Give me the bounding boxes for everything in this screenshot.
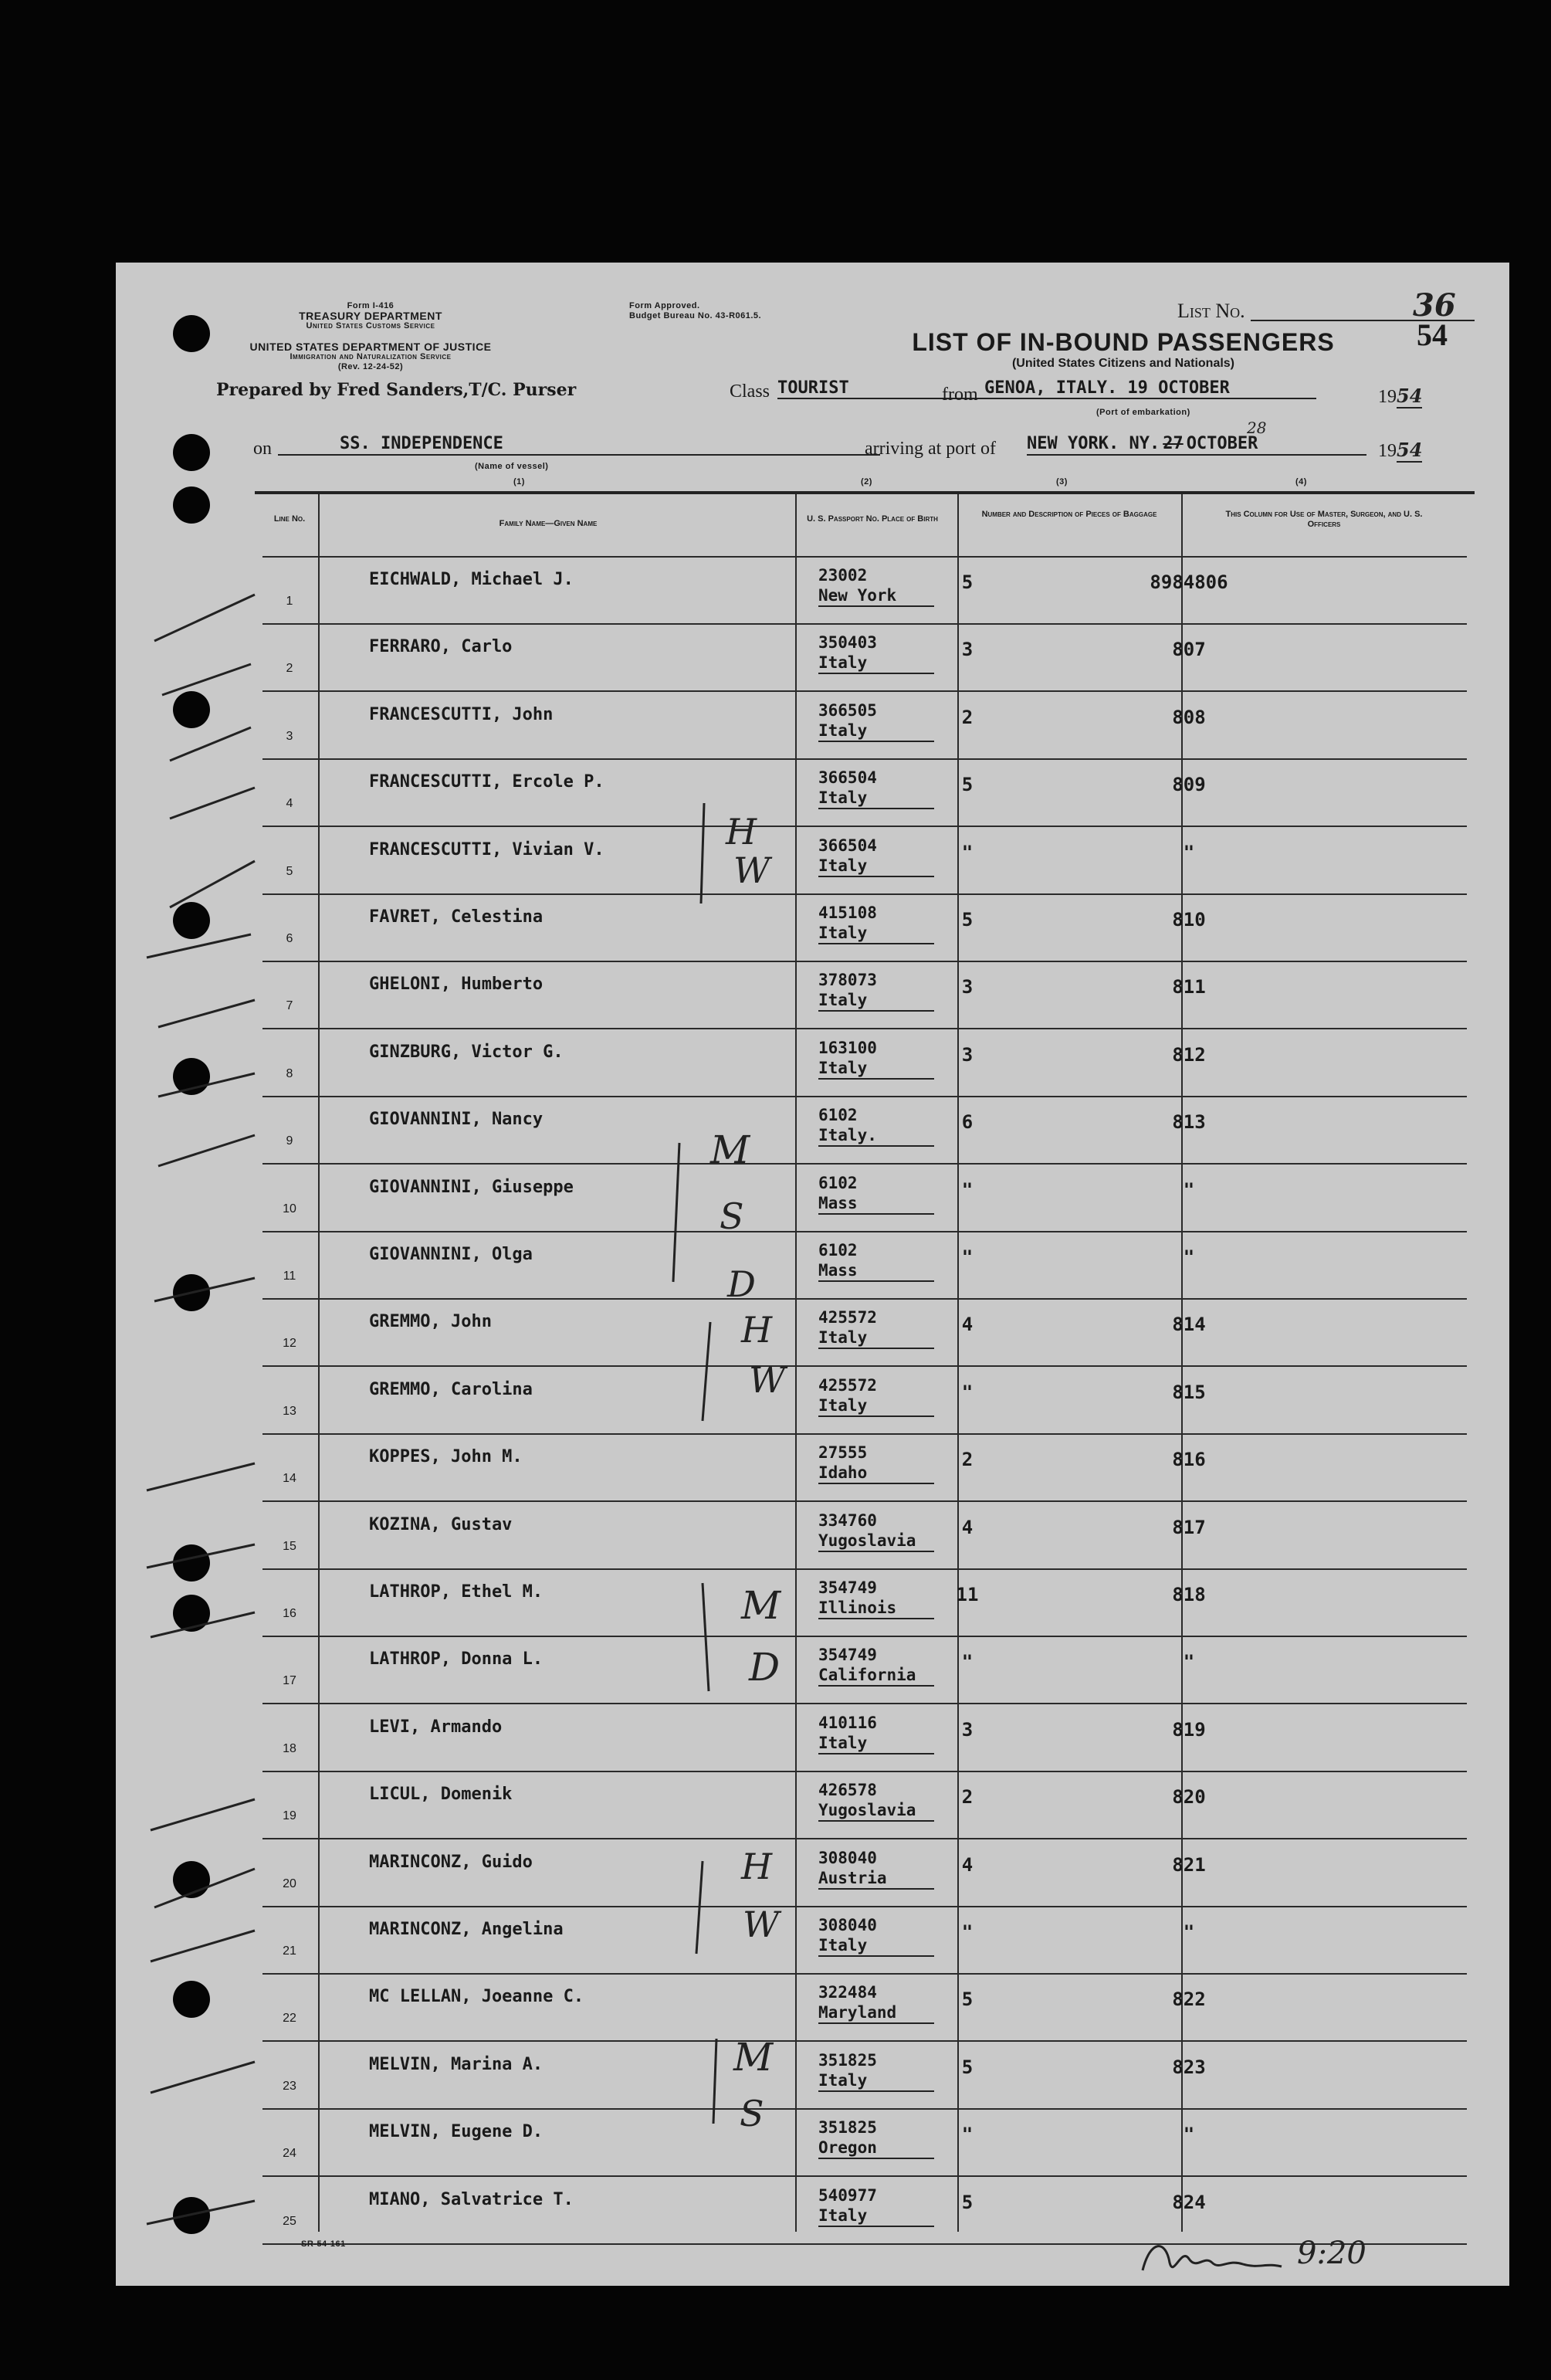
relation-mark-w: W [743,1904,780,1945]
place-of-birth: Italy [818,923,934,944]
line-number: 6 [286,932,293,945]
check-mark [170,788,255,819]
passport-number: 6102 [818,1241,858,1260]
passport-number: 354749 [818,1578,877,1597]
year2-prefix: 19 [1378,441,1397,461]
passport-number: 163100 [818,1038,877,1057]
baggage-count: " [961,1381,974,1403]
passport-number: 322484 [818,1983,877,2002]
justice-dept: UNITED STATES DEPARTMENT OF JUSTICE [249,341,492,353]
officer-number: 808 [1172,706,1206,728]
passport-number: 354749 [818,1646,877,1665]
passport-number: 334760 [818,1510,877,1530]
bracket-lathrop [703,1583,709,1691]
relation-mark-m: M [733,2035,774,2080]
passenger-name: GIOVANNINI, Olga [369,1245,533,1264]
prepared-by: Prepared by Fred Sanders,T/C. Purser [216,380,577,400]
col-num-3: (3) [1056,477,1068,487]
officer-number: 810 [1172,909,1206,931]
place-of-birth: Italy [818,1395,934,1417]
line-number: 7 [286,999,293,1013]
line-number: 21 [283,1944,296,1958]
port-caption: (Port of embarkation) [1096,408,1190,417]
officer-number: 814 [1172,1314,1206,1336]
embarkation-port: GENOA, ITALY. 19 OCTOBER [984,378,1316,399]
check-mark [158,1073,255,1097]
passport-number: 415108 [818,904,877,922]
col-officers: This Column for Use of Master, Surgeon, and U. S. Officers [1225,510,1423,529]
check-mark [151,1799,255,1830]
relation-mark-w: W [749,1359,786,1401]
passport-number: 27555 [818,1443,868,1463]
relation-mark-d: D [727,1263,756,1305]
baggage-count: " [961,1178,974,1201]
place-of-birth: Italy [818,653,934,674]
passenger-name: FERRARO, Carlo [369,637,513,657]
check-mark [154,595,255,641]
list-no-stamp: 54 [1417,317,1448,352]
arrival-day-struck: 27 [1163,434,1184,453]
officer-number: " [1183,1178,1195,1201]
passport-number: 366504 [818,768,877,788]
passenger-name: FRANCESCUTTI, John [369,704,554,724]
check-mark [170,861,255,907]
customs-service: United States Customs Service [306,321,435,331]
line-number: 9 [286,1134,293,1148]
passenger-name: LEVI, Armando [369,1717,503,1737]
arrival-day-handwritten: 28 [1247,419,1267,437]
passport-number: 425572 [818,1308,877,1327]
officer-number: 817 [1172,1516,1206,1538]
place-of-birth: Mass [818,1260,934,1282]
baggage-count: 3 [961,639,974,661]
passenger-name: GHELONI, Humberto [369,975,544,995]
officer-number: 819 [1172,1718,1206,1741]
place-of-birth: Italy [818,990,934,1012]
passenger-name: MARINCONZ, Guido [369,1852,533,1872]
baggage-count: 2 [961,706,974,728]
officer-number: " [1183,1651,1195,1673]
baggage-count: 5 [961,2056,974,2078]
baggage-count: 5 [961,1988,974,2011]
passenger-name: FAVRET, Celestina [369,907,544,927]
relation-mark-h: H [726,811,757,853]
passport-number: 351825 [818,2050,877,2070]
check-mark [158,1000,255,1027]
place-of-birth: Italy. [818,1125,934,1147]
place-of-birth: New York [818,585,934,607]
passport-number: 425572 [818,1375,877,1395]
line-number: 23 [283,2079,296,2093]
passport-number: 6102 [818,1173,858,1192]
line-number: 12 [283,1337,296,1351]
year1-prefix: 19 [1378,387,1397,407]
passenger-name: GREMMO, Carolina [369,1379,533,1399]
passenger-name: EICHWALD, Michael J. [369,570,574,589]
line-number: 5 [286,864,293,878]
officer-number: 822 [1172,1988,1206,2011]
line-number: 20 [283,1877,296,1890]
line-number: 15 [283,1539,296,1553]
baggage-count: 3 [961,976,974,998]
check-mark [154,1869,255,1907]
place-of-birth: Italy [818,856,934,877]
page-subtitle: (United States Citizens and Nationals) [1011,357,1235,370]
line-number: 1 [286,595,293,608]
relation-mark-m: M [710,1127,750,1172]
baggage-count: 2 [961,1449,974,1471]
col-name: Family Name—Given Name [499,519,598,528]
relation-mark-s: S [720,1195,744,1237]
col-num-1: (1) [513,477,525,487]
line-number: 25 [283,2214,296,2228]
line-number: 10 [283,1202,296,1215]
line-number: 13 [283,1404,296,1418]
place-of-birth: Italy [818,1935,934,1957]
relation-mark-m: M [741,1583,781,1628]
ins-service: Immigration and Naturalization Service [290,352,452,361]
relation-mark-h: H [741,1846,773,1887]
passenger-name: LICUL, Domenik [369,1785,513,1805]
officer-number: " [1183,1921,1195,1943]
line-number: 16 [283,1607,296,1620]
baggage-count: " [961,2124,974,2146]
passenger-name: MC LELLAN, Joeanne C. [369,1987,584,2007]
passport-number: 366504 [818,836,877,855]
year1-suffix: 54 [1397,385,1423,407]
handwritten-marks [116,263,1509,2286]
baggage-count: " [961,1651,974,1673]
vessel-caption: (Name of vessel) [475,462,549,471]
relation-mark-h: H [741,1309,773,1351]
place-of-birth: Oregon [818,2138,934,2159]
year2-suffix: 54 [1397,439,1423,461]
passenger-name: GIOVANNINI, Giuseppe [369,1177,574,1197]
baggage-count: 2 [961,1786,974,1809]
line-number: 22 [283,2012,296,2026]
check-mark [151,1612,255,1637]
check-mark [151,2062,255,2093]
place-of-birth: Italy [818,2070,934,2092]
officer-number: 818 [1172,1584,1206,1605]
line-number: 14 [283,1472,296,1486]
passenger-name: GIOVANNINI, Nancy [369,1110,544,1130]
baggage-count: 3 [961,1718,974,1741]
passenger-name: FRANCESCUTTI, Vivian V. [369,839,604,859]
baggage-count: 4 [961,1516,974,1538]
check-mark [158,1135,255,1166]
col-num-4: (4) [1295,477,1307,487]
passport-number: 6102 [818,1106,858,1125]
check-mark [170,727,251,761]
vessel-name: SS. INDEPENDENCE [340,434,503,453]
line-number: 2 [286,662,293,676]
line-number: 24 [283,2147,296,2161]
place-of-birth: Idaho [818,1463,934,1484]
list-no-handwritten: 36 [1413,287,1456,324]
officer-number: " [1183,2124,1195,2146]
passport-number: 351825 [818,2118,877,2138]
treasury-dept: TREASURY DEPARTMENT [299,310,442,322]
place-of-birth: Mass [818,1193,934,1215]
place-of-birth: Yugoslavia [818,1531,934,1552]
line-number: 17 [283,1674,296,1688]
passport-number: 426578 [818,1781,877,1800]
passport-number: 350403 [818,633,877,653]
passport-number: 308040 [818,1848,877,1867]
baggage-count: " [961,1246,974,1268]
officer-number: 807 [1172,639,1206,661]
place-of-birth: California [818,1665,934,1687]
line-number: 3 [286,729,293,743]
check-mark [162,664,251,695]
officer-number: 811 [1172,976,1206,998]
check-mark [147,1463,255,1490]
baggage-count: 3 [961,1043,974,1066]
check-mark [147,1544,255,1568]
passenger-name: MIANO, Salvatrice T. [369,2189,574,2209]
baggage-count: 5 [961,774,974,796]
baggage-count: 11 [956,1584,979,1605]
from-label: from [942,385,978,405]
check-mark [154,1278,255,1301]
relation-mark-d: D [749,1645,781,1690]
baggage-count: 4 [961,1314,974,1336]
passport-number: 378073 [818,971,877,990]
line-number: 8 [286,1066,293,1080]
passport-number: 308040 [818,1916,877,1934]
bracket-gremmo [703,1322,710,1421]
relation-mark-s: S [740,2093,764,2134]
list-no-label: List No. [1177,300,1245,322]
signature-note: 9:20 [1297,2236,1366,2271]
baggage-count: " [961,1921,974,1943]
passenger-name: KOPPES, John M. [369,1447,523,1467]
class-label: Class [730,381,770,402]
place-of-birth: Italy [818,1058,934,1080]
budget-number: Budget Bureau No. 43-R061.5. [629,311,762,320]
place-of-birth: Yugoslavia [818,1800,934,1822]
check-mark [147,2201,255,2224]
passenger-name: MARINCONZ, Angelina [369,1920,564,1939]
passenger-name: LATHROP, Ethel M. [369,1582,544,1602]
class-value: TOURIST [777,378,1032,399]
bracket-melvin [713,2039,716,2124]
officer-number: " [1183,841,1195,863]
passenger-name: GREMMO, John [369,1312,492,1332]
place-of-birth: Italy [818,1327,934,1349]
passenger-name: KOZINA, Gustav [369,1514,513,1534]
check-mark [147,934,251,958]
col-num-2: (2) [861,477,872,487]
passenger-name: MELVIN, Marina A. [369,2054,544,2074]
baggage-count: 4 [961,1853,974,1876]
baggage-count: 6 [961,1111,974,1134]
col-passport: U. S. Passport No. Place of Birth [807,514,938,524]
line-number: 4 [286,797,293,811]
page-title: LIST OF IN-BOUND PASSENGERS [912,328,1335,356]
relation-mark-w: W [733,849,770,891]
passenger-name: MELVIN, Eugene D. [369,2122,544,2142]
officer-number: 823 [1172,2056,1206,2078]
passenger-name: FRANCESCUTTI, Ercole P. [369,772,604,792]
officer-number: 812 [1172,1043,1206,1066]
officer-number: 815 [1172,1381,1206,1403]
arrival-month: OCTOBER [1186,434,1258,453]
form-number: Form I-416 [347,301,395,310]
line-number: 11 [283,1270,296,1283]
passport-number: 23002 [818,566,868,585]
baggage-count: 5 [961,571,974,593]
document-sheet [116,263,1509,2286]
line-number: 18 [283,1741,296,1755]
officer-number: 824 [1172,2191,1206,2213]
officer-number: 820 [1172,1786,1206,1809]
on-label: on [253,439,272,459]
place-of-birth: Italy [818,788,934,809]
place-of-birth: Italy [818,720,934,742]
officer-number: 809 [1172,774,1206,796]
officer-number: 821 [1172,1853,1206,1876]
passport-number: 540977 [818,2185,877,2205]
bracket-francescutti [701,803,704,904]
place-of-birth: Italy [818,2205,934,2227]
officer-number: 816 [1172,1449,1206,1471]
form-code: SR-54-161 [301,2239,346,2249]
officer-number: 813 [1172,1111,1206,1134]
form-approved: Form Approved. [629,301,700,310]
place-of-birth: Maryland [818,2002,934,2024]
place-of-birth: Illinois [818,1598,934,1619]
check-mark [151,1931,255,1961]
place-of-birth: Austria [818,1868,934,1890]
arrival-port: NEW YORK. NY. [1027,434,1160,453]
baggage-count: 5 [961,909,974,931]
place-of-birth: Italy [818,1733,934,1754]
passenger-name: GINZBURG, Victor G. [369,1042,564,1062]
col-baggage: Number and Description of Pieces of Baggage [981,510,1157,519]
bracket-giovannini [673,1143,679,1282]
passport-number: 410116 [818,1713,877,1732]
form-revision: (Rev. 12-24-52) [337,362,404,371]
bracket-marinconz [696,1861,703,1954]
officer-number: " [1183,1246,1195,1268]
baggage-count: 5 [961,2191,974,2213]
passport-number: 366505 [818,700,877,720]
officer-number: 8984806 [1150,571,1228,593]
col-line-no: Line No. [273,514,306,524]
arriving-label: arriving at port of [865,439,996,459]
line-number: 19 [283,1809,296,1823]
passenger-name: LATHROP, Donna L. [369,1649,544,1670]
baggage-count: " [961,841,974,863]
